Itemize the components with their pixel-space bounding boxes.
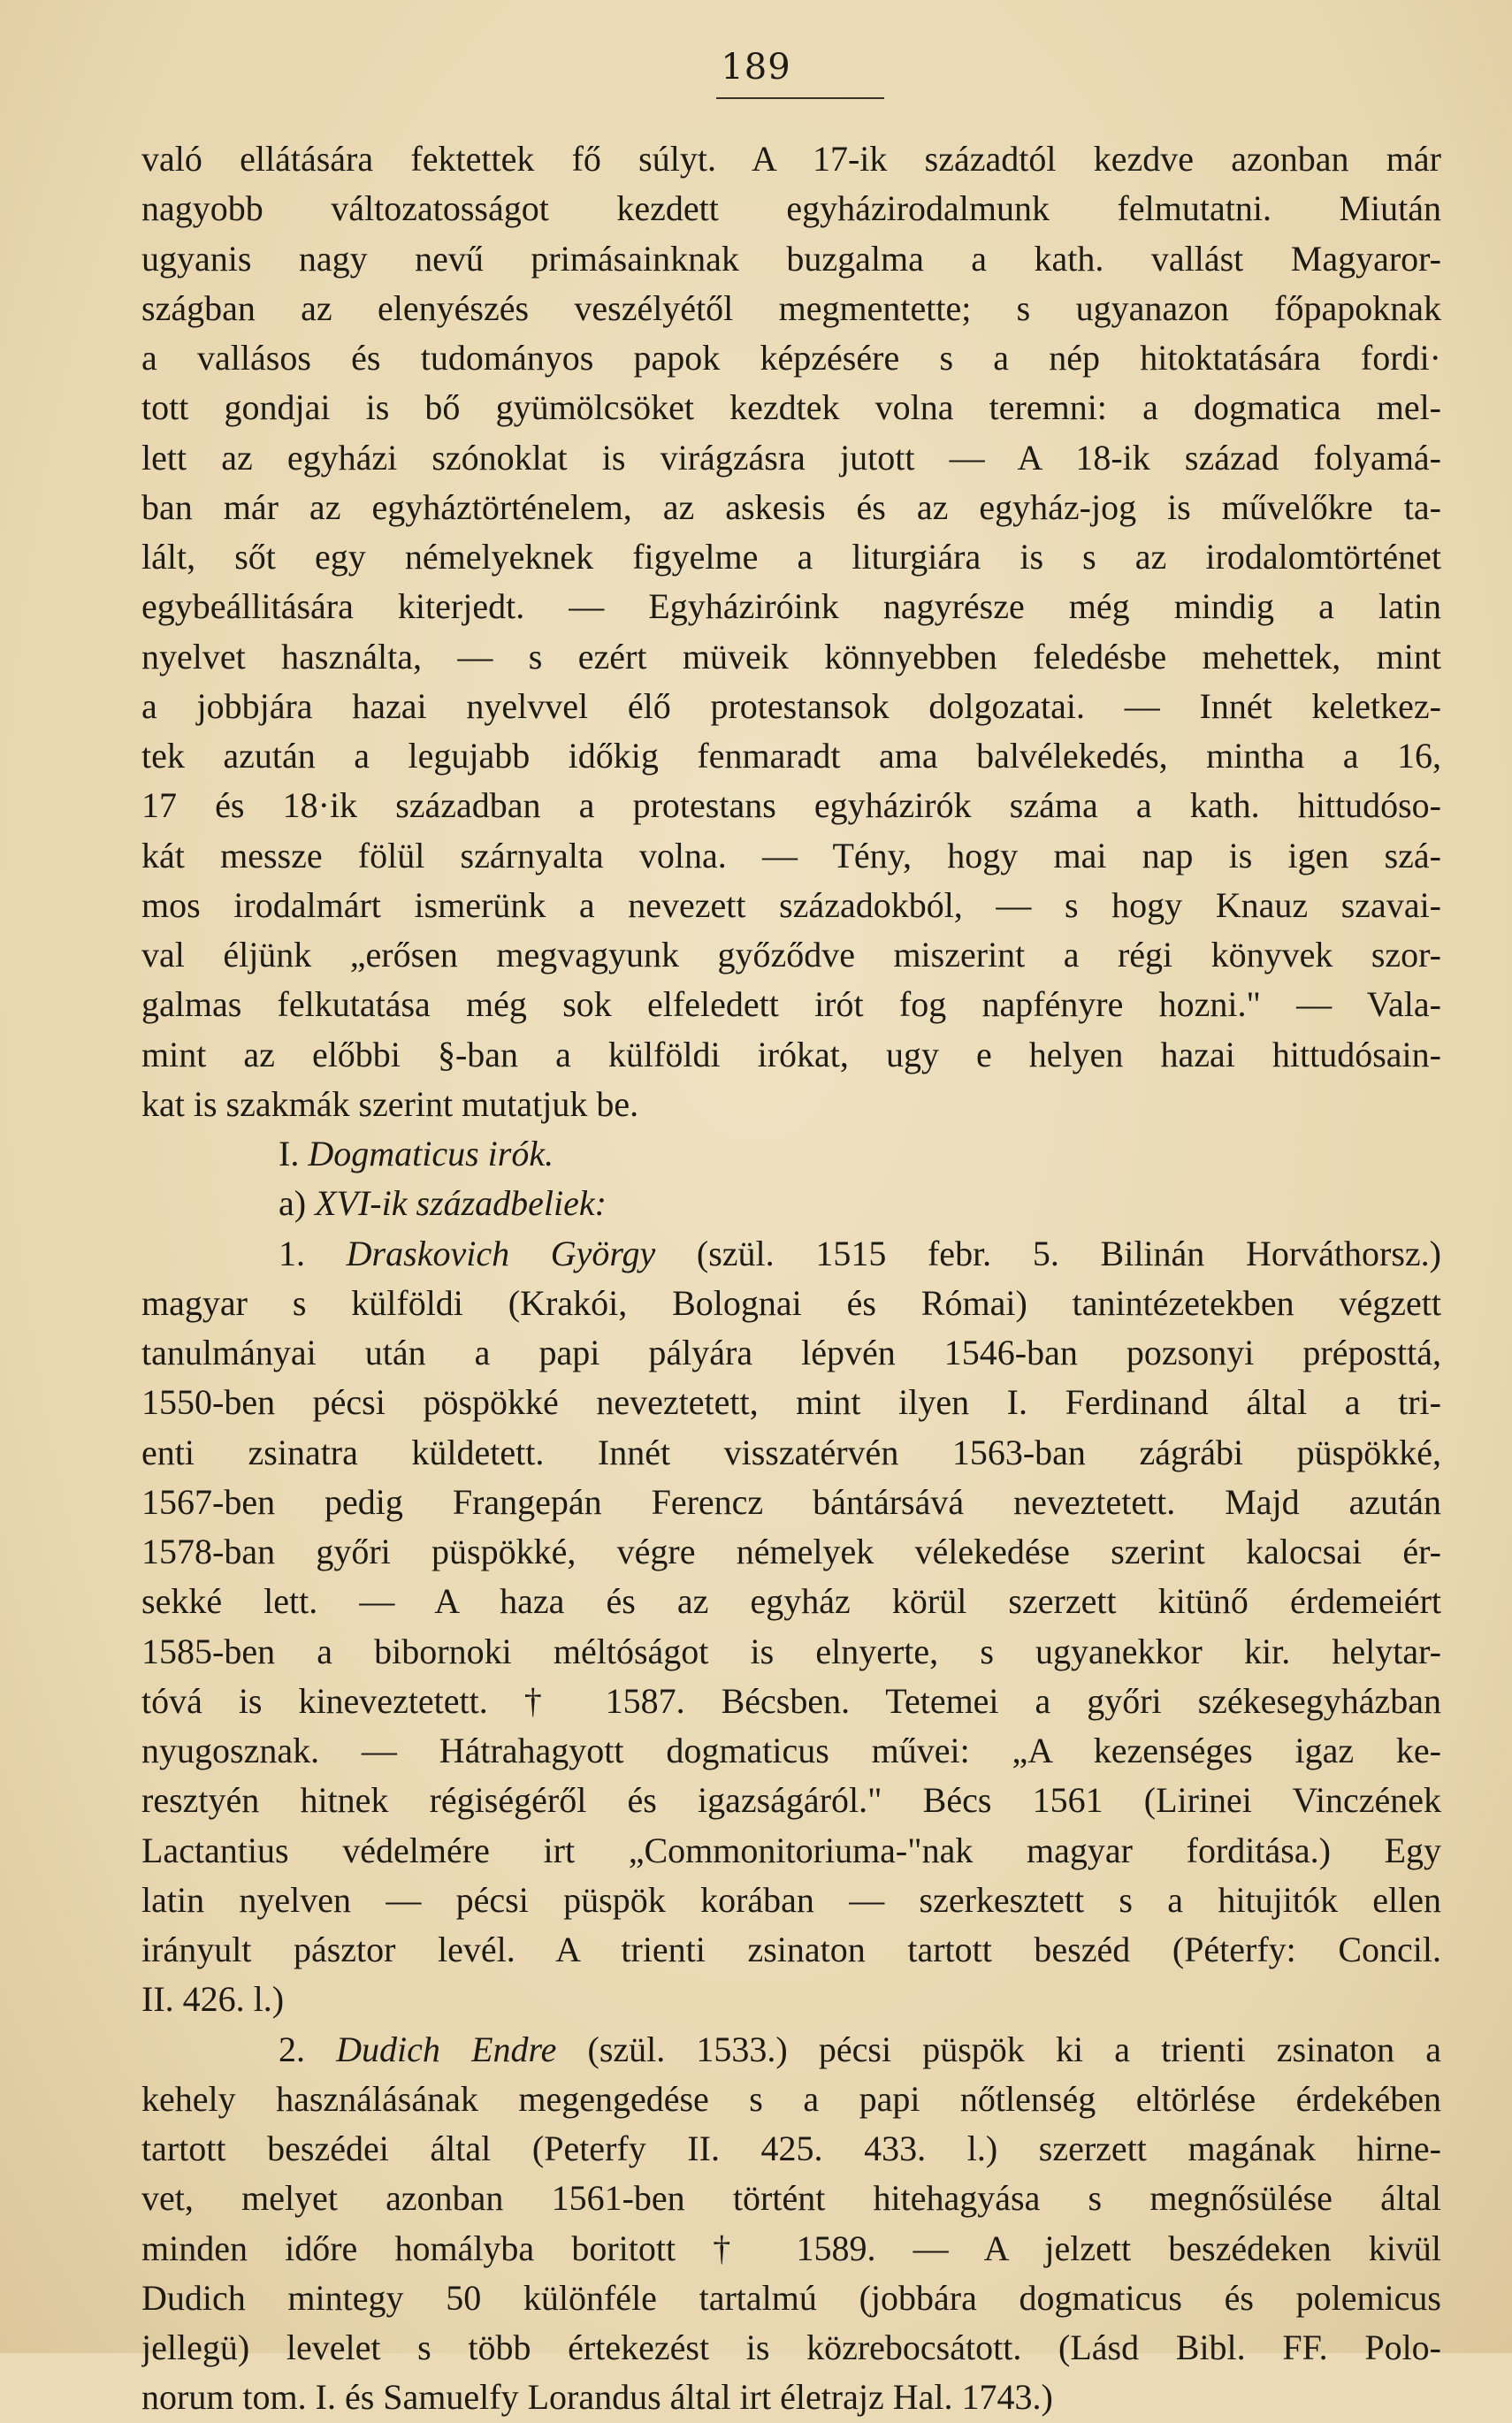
text-line: sekké lett. — A haza és az egyház körül szerzett kitünő érdemeiért <box>141 1581 1441 1622</box>
text-line: vet, melyet azonban 1561-ben történt hitehagyása s megnősülése által <box>141 2178 1441 2219</box>
text-line: resztyén hitnek régiségéről és igazságáról." Bécs 1561 (Lirinei Vinczének <box>141 1780 1441 1821</box>
text-line: latin nyelven — pécsi püspök korában — szerkesztett s a hitujitók ellen <box>141 1879 1441 1920</box>
text-line: magyar s külföldi (Krakói, Bolognai és Római) tanintézetekben végzett <box>141 1282 1441 1323</box>
text-line: mos irodalmárt ismerünk a nevezett századokból, — s hogy Knauz szavai- <box>141 884 1441 925</box>
subsection-title: XVI-ik századbeliek: <box>315 1183 607 1224</box>
text-line: tartott beszédei által (Peterfy II. 425. 433. l.) szerzett magának hirne- <box>141 2129 1441 2168</box>
text-line: kát messze fölül szárnyalta volna. — Tény, hogy mai nap is igen szá- <box>141 835 1441 875</box>
subsection-letter: a) <box>279 1183 307 1224</box>
text-line: 1585-ben a bibornoki méltóságot is elnyerte, s ugyanekkor kir. helytar- <box>141 1631 1441 1671</box>
text-line: 1578-ban győri püspökké, végre némelyek vélekedése szerint kalocsai ér- <box>141 1532 1441 1571</box>
text-line: nagyobb változatosságot kezdett egyházirodalmunk felmutatni. Miután <box>141 188 1441 229</box>
text-line: enti zsinatra küldetett. Innét visszatérvén 1563-ban zágrábi püspökké, <box>141 1432 1441 1472</box>
author-name: Dudich Endre <box>336 2029 557 2069</box>
text-line: egybeállitására kiterjedt. — Egyháziróink nagyrésze még mindig a latin <box>141 586 1441 627</box>
text-line: tek azután a legujabb időkig fenmaradt ama balvélekedés, mintha a 16, <box>141 736 1441 776</box>
text-line: tóvá is kineveztetett. † 1587. Bécsben. Tetemei a győri székesegyházban <box>141 1680 1441 1721</box>
text-line: jellegü) levelet s több értekezést is közrebocsátott. (Lásd Bibl. FF. Polo- <box>141 2327 1441 2367</box>
text-line: mint az előbbi §-ban a külföldi irókat, ugy e helyen hazai hittudósain- <box>141 1034 1441 1074</box>
section-heading <box>141 1129 1441 1179</box>
page-number-rule <box>716 97 884 99</box>
text-line: tanulmányai után a papi pályára lépvén 1546-ban pozsonyi préposttá, <box>141 1333 1441 1372</box>
text-line: való ellátására fektettek fő súlyt. A 17-ik századtól kezdve azonban már <box>141 139 1441 179</box>
text-line: II. 426. l.) <box>141 1979 285 2020</box>
text-line: kat is szakmák szerint mutatjuk be. <box>141 1083 639 1124</box>
text-line: norum tom. I. és Samuelfy Lorandus által irt életrajz Hal. 1743.) <box>141 2377 1053 2418</box>
entry-number: 1. <box>279 1233 305 1273</box>
text-line: a vallásos és tudományos papok képzésére s a nép hitoktatására fordi· <box>141 338 1441 378</box>
section-title: Dogmaticus irók. <box>308 1134 554 1173</box>
text-line: nyelvet használta, — s ezért müveik könnyebben feledésbe mehettek, mint <box>141 636 1441 676</box>
text-line: 17 és 18·ik században a protestans egyházirók száma a kath. hittudóso- <box>141 785 1441 826</box>
text-line: Lactantius védelmére irt „Commonitoriuma-"nak magyar forditása.) Egy <box>141 1830 1441 1870</box>
text-line: tott gondjai is bő gyümölcsöket kezdtek volna teremni: a dogmatica mel- <box>141 387 1441 428</box>
entry-first-line <box>141 1229 1441 1279</box>
text-line: kehely használásának megengedése s a papi nőtlenség eltörlése érdekében <box>141 2078 1441 2119</box>
text-line: lett az egyházi szónoklat is virágzásra jutott — A 18-ik század folyamá- <box>141 437 1441 478</box>
text-line: ban már az egyháztörténelem, az askesis és az egyház-jog is művelőkre ta- <box>141 486 1441 527</box>
entry-first-line <box>141 2025 1441 2075</box>
text-line: val éljünk „erősen megvagyunk győződve miszerint a régi könyvek szor- <box>141 935 1441 975</box>
text-line: galmas felkutatása még sok elfeledett irót fog napfényre hozni." — Vala- <box>141 984 1441 1025</box>
section-number: I. <box>279 1134 300 1173</box>
body-text <box>141 134 1441 2423</box>
text-line: irányult pásztor levél. A trienti zsinaton tartott beszéd (Péterfy: Concil. <box>141 1930 1441 1969</box>
text-line: a jobbjára hazai nyelvvel élő protestansok dolgozatai. — Innét keletkez- <box>141 685 1441 726</box>
text-line: Dudich mintegy 50 különféle tartalmú (jobbára dogmaticus és polemicus <box>141 2277 1441 2318</box>
entry-text: (szül. 1533.) pécsi püspök ki a trienti zsinaton a <box>587 2029 1441 2069</box>
page-number: 189 <box>721 47 791 88</box>
author-name: Draskovich György <box>346 1233 656 1273</box>
text-line: 1550-ben pécsi pöspökké neveztetett, mint ilyen I. Ferdinand által a tri- <box>141 1382 1441 1423</box>
text-line: szágban az elenyészés veszélyétől megmentette; s ugyanazon főpapoknak <box>141 287 1441 328</box>
text-line: lált, sőt egy némelyeknek figyelme a liturgiára is s az irodalomtörténet <box>141 537 1441 577</box>
subsection-heading <box>141 1179 1441 1228</box>
text-line: ugyanis nagy nevű primásainknak buzgalma a kath. vallást Magyaror- <box>141 238 1441 279</box>
text-line: 1567-ben pedig Frangepán Ferencz bántársává neveztetett. Majd azután <box>141 1481 1441 1522</box>
entry-number: 2. <box>279 2029 305 2069</box>
text-line: nyugosznak. — Hátrahagyott dogmaticus művei: „A kezenséges igaz ke- <box>141 1731 1441 1770</box>
text-line: minden időre homályba boritott † 1589. — A jelzett beszédeken kivül <box>141 2228 1441 2268</box>
entry-text: (szül. 1515 febr. 5. Bilinán Horváthorsz.) <box>696 1233 1441 1273</box>
